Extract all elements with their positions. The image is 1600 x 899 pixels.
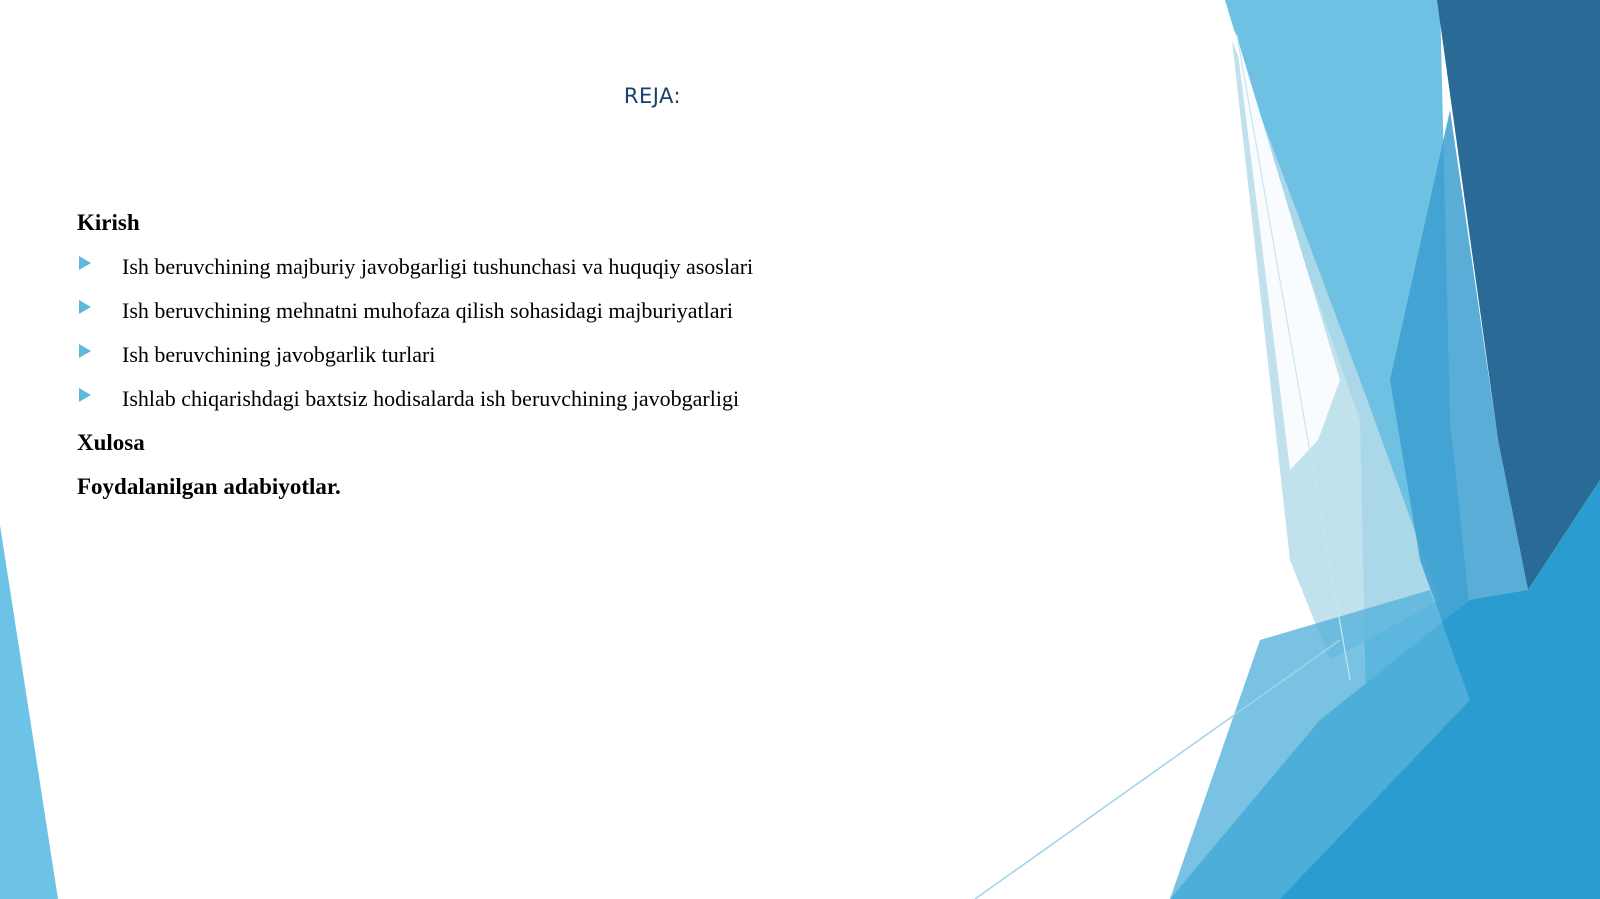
- triangle-bullet-icon: [79, 300, 91, 314]
- topic-list: [77, 254, 1227, 412]
- conclusion-heading: Xulosa: [77, 430, 145, 455]
- list-item-text: Ish beruvchining javobgarlik turlari: [122, 342, 436, 367]
- list-item: [77, 254, 1227, 280]
- references-heading: Foydalanilgan adabiyotlar.: [77, 474, 341, 499]
- intro-heading: Kirish: [77, 210, 140, 235]
- slide-content: [77, 210, 1227, 518]
- triangle-bullet-icon: [79, 256, 91, 270]
- list-item-text: Ish beruvchining mehnatni muhofaza qilish sohasidagi majburiyatlari: [122, 298, 733, 323]
- slide-title: REJA:: [623, 84, 682, 108]
- left-edge-shape: [0, 525, 58, 899]
- list-item-text: Ish beruvchining majburiy javobgarligi tushunchasi va huquqiy asoslari: [122, 254, 754, 279]
- triangle-bullet-icon: [79, 344, 91, 358]
- list-item: [77, 386, 1227, 412]
- triangle-bullet-icon: [79, 388, 91, 402]
- list-item-text: Ishlab chiqarishdagi baxtsiz hodisalarda ish beruvchining javobgarligi: [122, 386, 740, 411]
- list-item: [77, 342, 1227, 368]
- list-item: [77, 298, 1227, 324]
